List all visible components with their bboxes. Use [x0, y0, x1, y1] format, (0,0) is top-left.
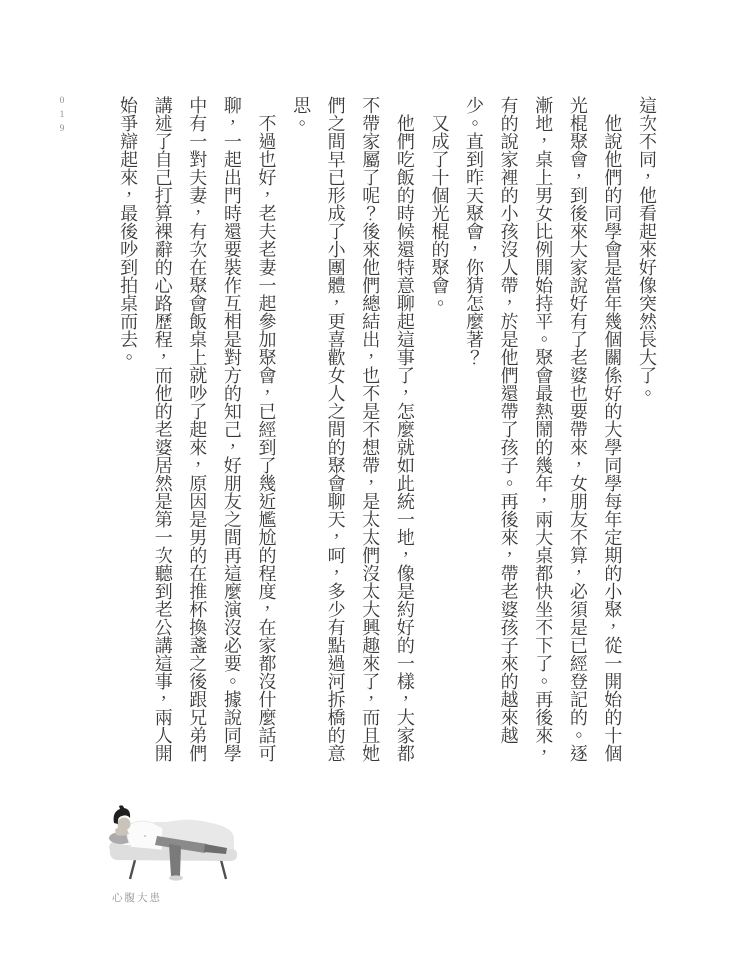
body-paragraph: 這次不同，他看起來好像突然長大了。: [637, 96, 657, 402]
body-text: [111, 96, 665, 768]
chest-dot: [144, 835, 146, 837]
couch-leg-right: [221, 860, 226, 879]
couch-leg-left: [130, 860, 135, 879]
body-paragraph: 又成了十個光棍的聚會。: [429, 114, 450, 312]
footer-running-title: 心腹大患: [112, 893, 162, 904]
man-on-daybed-illustration: [105, 800, 245, 885]
body-paragraph: 他說他們的同學會是當年幾個關係好的大學同學每年定期的小聚，從一開始的十個光棍聚會，到後來大家說好有了老婆也要帶來，女朋友不算，必須是已經登記的。逐漸地，桌上男女比例開始持平。聚會最熱鬧的幾年，兩大桌都快坐不下了。再後來，有的說家裡的小孩沒人帶，於是他們還帶了孩子。再後來，帶老婆孩子來的越來越少。直到昨天聚會，你猜怎麼著？: [464, 96, 623, 762]
daybed-illustration-svg: [105, 800, 245, 885]
foot: [169, 875, 183, 880]
body-paragraph: 他們吃飯的時候還特意聊起這事了，怎麼就如此統一地，像是約好的一樣，大家都不帶家屬了呢？後來他們總結出，也不是不想帶，是太太們沒太大興趣來了，而且她們之間早已形成了小團體，更喜歡女人之間的聚會聊天，呵，多少有點過河拆橋的意思。: [291, 96, 415, 762]
page-number: 019: [57, 95, 67, 137]
body-paragraph: 不過也好，老夫老妻一起參加聚會，已經到了幾近尷尬的程度，在家都沒什麼話可聊，一起出門時還要裝作互相是對方的知己，好朋友之間再這麼演沒必要。據說同學中有一對夫妻，有次在聚會飯桌上就吵了起來，原因是男的在推杯換盞之後跟兄弟們講述了自己打算裸辭的心路歷程，而他的老婆居然是第一次聽到老公講這事，兩人開始爭辯起來，最後吵到拍桌而去。: [118, 96, 277, 762]
shin: [169, 844, 181, 876]
face: [118, 818, 131, 831]
